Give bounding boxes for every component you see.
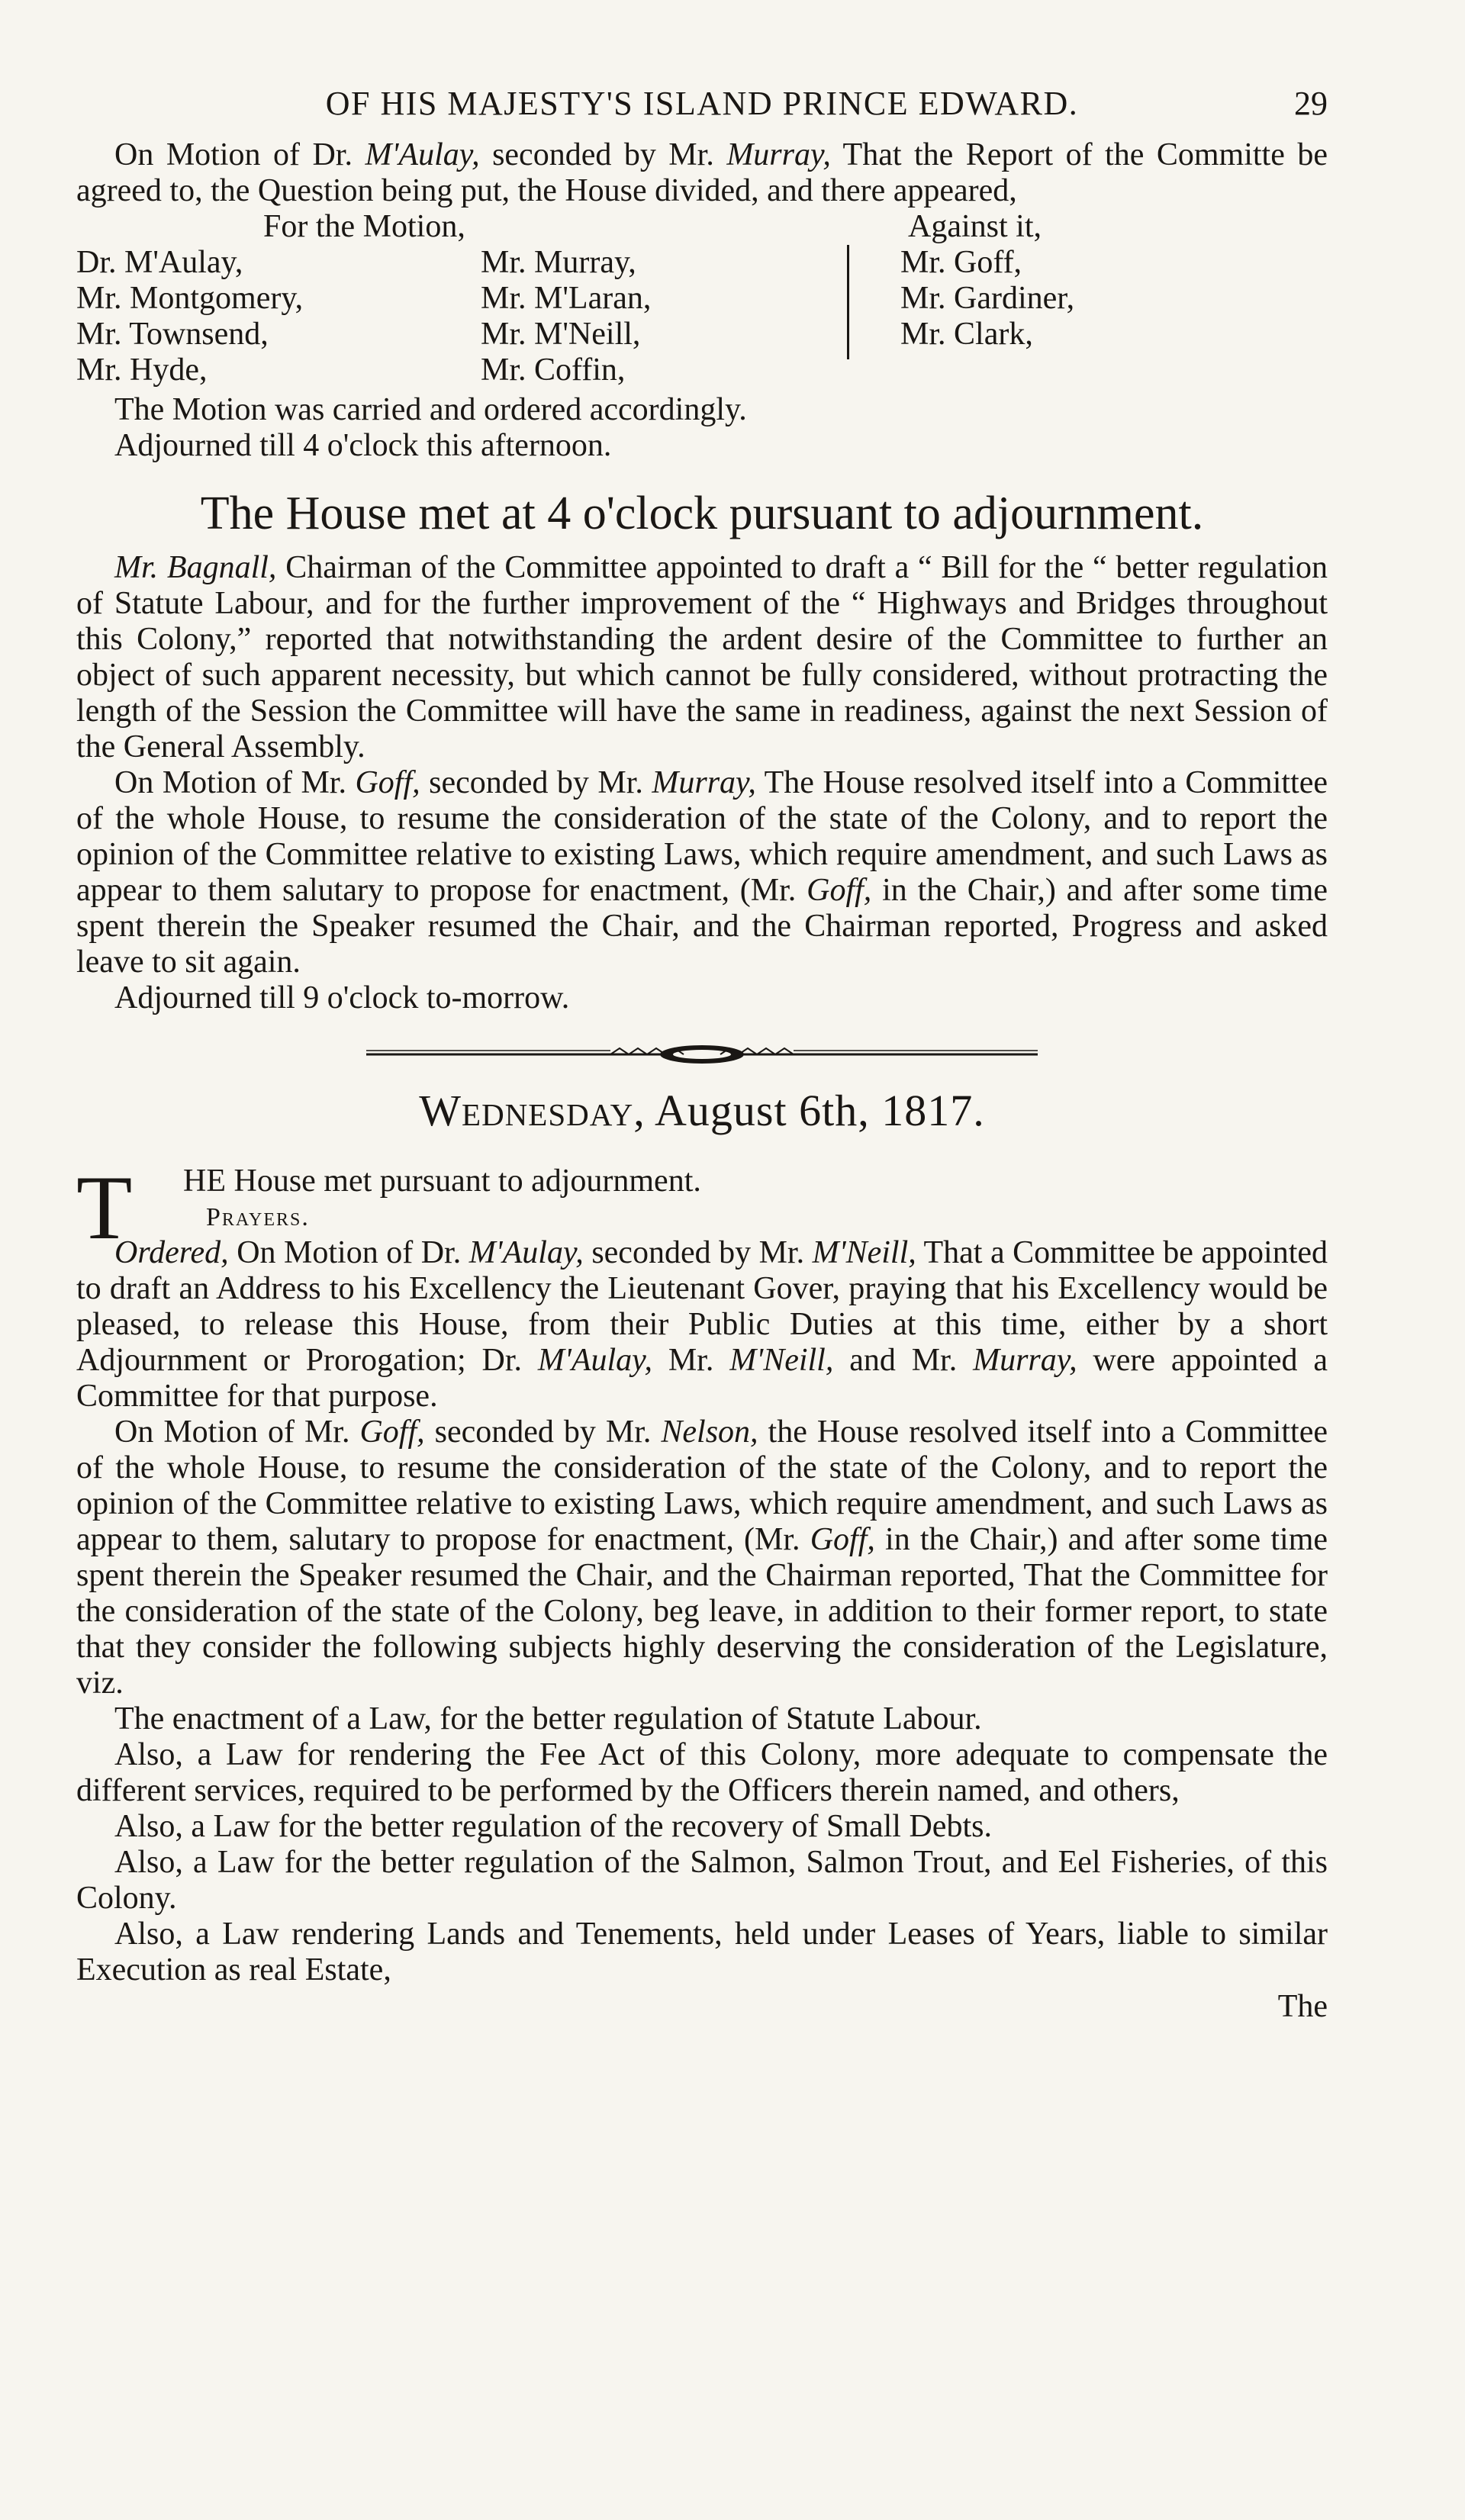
date-text: August 6th, 1817.: [645, 1086, 985, 1135]
subject-item: Also, a Law for the better regulation of the recovery of Small Debts.: [114, 1809, 992, 1844]
opening-line: HE House met pursuant to adjournment.: [183, 1163, 701, 1199]
text-run: in the Chair,) and after some time spent therein the Speaker resumed the Chair, and the Chairman reported, That the Committee for the consideration of the state of the Colony, beg leave, in addition to their former report, to state that they consider the following subjects highly deserving the consideration of the Legislature, viz.: [76, 1522, 1328, 1701]
address-committee-paragraph: [76, 1235, 1328, 1414]
bagnall-report-paragraph: [76, 550, 1328, 765]
text-run: Mr.: [652, 1343, 730, 1378]
for-label: For the Motion,: [263, 209, 465, 244]
member-name: Murray,: [652, 765, 756, 800]
adjournment-note: Adjourned till 4 o'clock this afternoon.: [114, 428, 612, 463]
member-name: Murray,: [973, 1343, 1077, 1378]
text-run: The House resolved itself into a Committee of the whole House, to resume the consideration of the state of the Colony, and to report the opinion of the Committee relative to existing Laws, which require amendment, and such Laws as appear to them salutary to propose for enactment, (Mr.: [76, 765, 1328, 908]
subject-item: Also, a Law rendering Lands and Tenements, held under Leases of Years, liable to similar Execution as real Estate,: [76, 1917, 1328, 1987]
against-member: Mr. Clark,: [900, 317, 1033, 352]
division-motion-paragraph: [76, 137, 1328, 209]
member-name: M'Aulay,: [537, 1343, 652, 1378]
member-name: M'Aulay,: [365, 137, 480, 172]
ordered-label: Ordered,: [114, 1235, 229, 1270]
committee-report-paragraph: [76, 1414, 1328, 1701]
page-number: 29: [1294, 85, 1328, 122]
for-member: Mr. Townsend,: [76, 317, 269, 352]
adjournment-note: Adjourned till 9 o'clock to-morrow.: [114, 980, 570, 1015]
text-run: in the Chair,) and after some time spent therein the Speaker resumed the Chair, and the Chairman reported, Progress and asked leave to sit again.: [76, 873, 1328, 980]
for-member: Mr. Coffin,: [481, 352, 626, 388]
member-name: M'Neill,: [812, 1235, 916, 1270]
page: [76, 84, 1328, 2025]
ornamental-rule: [359, 1039, 1045, 1070]
drop-cap: T: [76, 1157, 133, 1258]
member-name: Goff,: [807, 873, 872, 908]
motion-result: The Motion was carried and ordered accordingly.: [114, 392, 747, 427]
for-member: Mr. Montgomery,: [76, 281, 304, 316]
member-name: M'Neill,: [729, 1343, 834, 1378]
member-name: Mr. Bagnall,: [114, 550, 277, 585]
text-run: On Motion of Dr.: [114, 137, 365, 172]
column-divider: [847, 245, 849, 359]
for-member: Dr. M'Aulay,: [76, 245, 243, 280]
text-run: seconded by Mr.: [424, 1414, 662, 1450]
page-header-title: OF HIS MAJESTY'S ISLAND PRINCE EDWARD.: [325, 85, 1079, 122]
for-member: Mr. Murray,: [481, 245, 636, 280]
for-member: Mr. Hyde,: [76, 352, 208, 388]
for-member: Mr. M'Laran,: [481, 281, 652, 316]
member-name: Nelson,: [661, 1414, 758, 1450]
text-run: That a Committee be appointed to draft an Address to his Excellency the Lieutenant Gover, praying that his Excellency would be pleased, to release this House, from their Public Duties at this time, either by a short Adjournment or Prorogation; Dr.: [76, 1235, 1328, 1378]
member-name: Goff,: [355, 765, 420, 800]
for-member: Mr. M'Neill,: [481, 317, 641, 352]
text-run: Chairman of the Committee appointed to draft a “ Bill for the “ better regulation of Statute Labour, and for the further improvement of the “ Highways and Bridges throughout this Colony,” reported that notwithstanding the ardent desire of the Committee to further an object of such apparent necessity, but which cannot be fully considered, without protracting the length of the Session the Committee will have the same in readiness, against the next Session of the General Assembly.: [76, 550, 1328, 764]
running-head: [76, 84, 1328, 137]
division-list: [76, 209, 1328, 388]
member-name: Goff,: [359, 1414, 425, 1450]
against-member: Mr. Gardiner,: [900, 281, 1075, 316]
subject-item: Also, a Law for the better regulation of the Salmon, Salmon Trout, and Eel Fisheries, of this Colony.: [76, 1845, 1328, 1916]
against-member: Mr. Goff,: [900, 245, 1022, 280]
date-heading: [76, 1085, 1328, 1136]
member-name: Murray,: [726, 137, 831, 172]
subject-item: The enactment of a Law, for the better regulation of Statute Labour.: [114, 1701, 982, 1736]
subject-item: Also, a Law for rendering the Fee Act of this Colony, more adequate to compensate the different services, required to be performed by the Officers therein named, and others,: [76, 1737, 1328, 1808]
text-run: On Motion of Mr.: [114, 765, 356, 800]
text-run: On Motion of Mr.: [114, 1414, 360, 1450]
catchword: The: [1277, 1989, 1328, 2024]
member-name: Goff,: [810, 1522, 875, 1557]
text-run: and Mr.: [833, 1343, 974, 1378]
member-name: M'Aulay,: [468, 1235, 584, 1270]
text-run: seconded by Mr.: [420, 765, 652, 800]
prayers-note: Prayers.: [206, 1203, 310, 1231]
committee-motion-paragraph: [76, 765, 1328, 980]
text-run: were appointed a Committee for that purpose.: [76, 1343, 1328, 1414]
afternoon-heading: The House met at 4 o'clock pursuant to adjournment.: [200, 488, 1204, 539]
text-run: seconded by Mr.: [479, 137, 727, 172]
text-run: On Motion of Dr.: [228, 1235, 469, 1270]
text-run: the House resolved itself into a Committee of the whole House, to resume the consideration of the state of the Colony, and to report the opinion of the Committee relative to existing Laws, which require amendment, and such Laws as appear to them, salutary to propose for enactment, (Mr.: [76, 1414, 1328, 1557]
against-label: Against it,: [908, 209, 1042, 244]
day-name: Wednesday,: [419, 1086, 646, 1135]
text-run: That the Report of the Committe be agreed to, the Question being put, the House divided, and there appeared,: [76, 137, 1328, 208]
text-run: seconded by Mr.: [583, 1235, 813, 1270]
